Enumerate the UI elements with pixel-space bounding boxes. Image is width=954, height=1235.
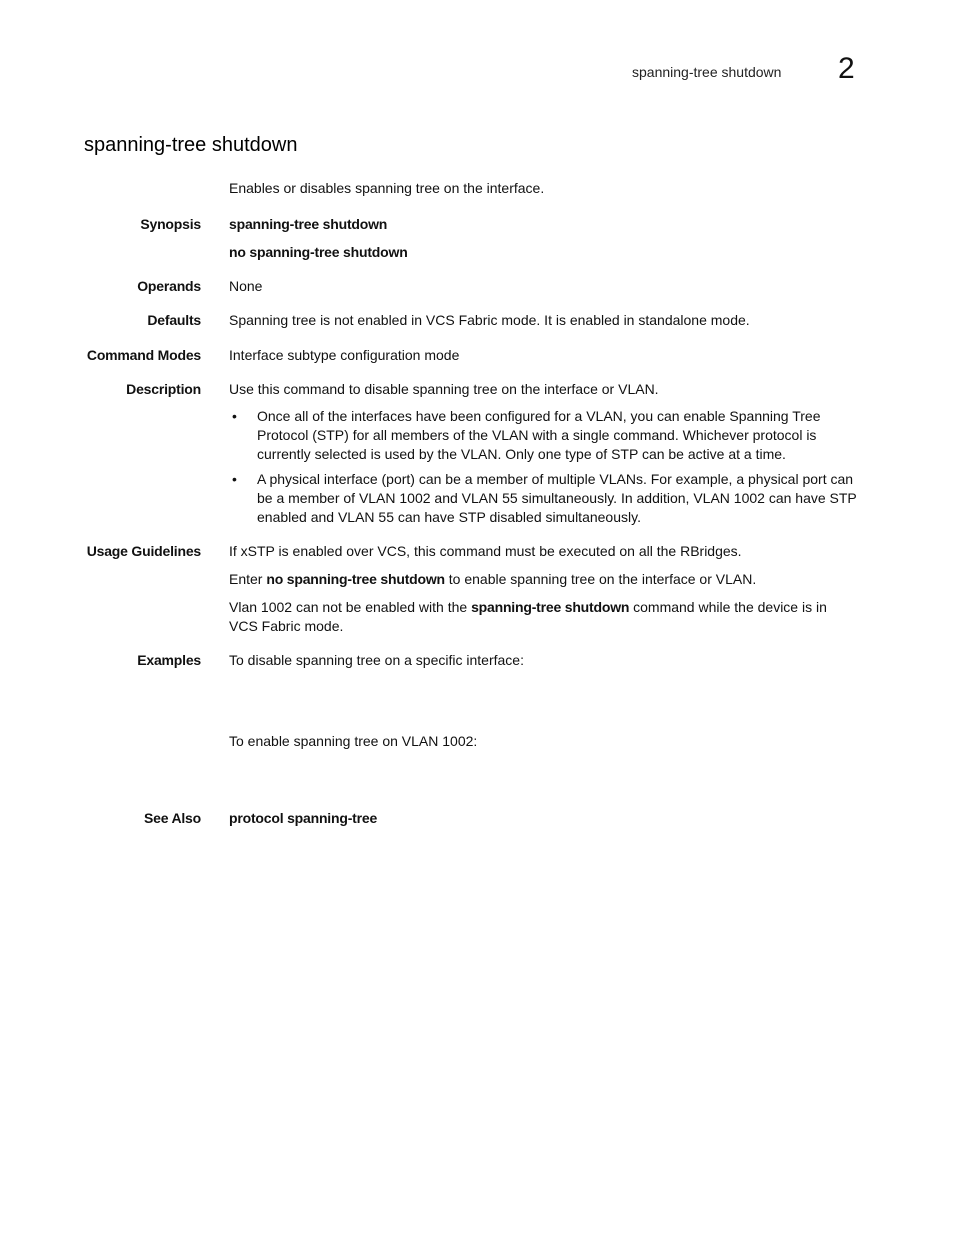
- usage-text: command while the device is in VCS Fabric mode.: [229, 599, 827, 634]
- list-item-text: A physical interface (port) can be a member of multiple VLANs. For example, a physical port can be a member of VLAN 1002 and VLAN 55 simultaneously. In addition, VLAN 1002 can have STP enabled and VLAN 55 can have STP disabled simultaneously.: [257, 471, 857, 525]
- chapter-number: 2: [838, 52, 855, 85]
- see-also-label: See Also: [143, 810, 201, 826]
- bullet-icon: •: [232, 471, 237, 487]
- synopsis-line: no spanning-tree shutdown: [229, 244, 408, 260]
- command-reference: spanning-tree shutdown: [471, 599, 630, 615]
- examples-text: To disable spanning tree on a specific interface:: [229, 652, 524, 668]
- synopsis-line: spanning-tree shutdown: [229, 216, 388, 232]
- list-item: [229, 470, 859, 527]
- defaults-text: Spanning tree is not enabled in VCS Fabric mode. It is enabled in standalone mode.: [229, 312, 750, 328]
- usage-text: Enter: [229, 571, 267, 587]
- description-label: Description: [126, 381, 201, 397]
- usage-paragraph: If xSTP is enabled over VCS, this command must be executed on all the RBridges.: [229, 543, 742, 559]
- command-modes-label: Command Modes: [86, 347, 201, 363]
- usage-text: to enable spanning tree on the interface or VLAN.: [444, 571, 757, 587]
- examples-text: To enable spanning tree on VLAN 1002:: [229, 733, 478, 749]
- usage-guidelines-label: Usage Guidelines: [86, 543, 201, 559]
- intro-text: Enables or disables spanning tree on the interface.: [229, 180, 545, 196]
- operands-label: Operands: [137, 278, 201, 294]
- operands-text: None: [229, 278, 263, 294]
- command-reference: no spanning-tree shutdown: [266, 571, 445, 587]
- see-also-link[interactable]: protocol spanning-tree: [229, 810, 378, 826]
- usage-paragraph: [229, 570, 859, 589]
- usage-paragraph: [229, 598, 859, 636]
- command-modes-text: Interface subtype configuration mode: [229, 347, 460, 363]
- examples-label: Examples: [137, 652, 201, 668]
- list-item-text: Once all of the interfaces have been configured for a VLAN, you can enable Spanning Tree Protocol (STP) for all members of the VLAN with a single command. Whichever protocol is currently selected is used by the VLAN. Only one type of STP can be active at a time.: [257, 408, 821, 462]
- defaults-label: Defaults: [147, 312, 201, 328]
- description-text: Use this command to disable spanning tree on the interface or VLAN.: [229, 381, 659, 397]
- page-title: spanning-tree shutdown: [84, 134, 298, 156]
- running-header-title: spanning-tree shutdown: [632, 64, 782, 80]
- list-item: [229, 407, 859, 464]
- synopsis-label: Synopsis: [140, 216, 201, 232]
- description-bullet-list: [229, 407, 859, 527]
- usage-text: Vlan 1002 can not be enabled with the: [229, 599, 472, 615]
- bullet-icon: •: [232, 408, 237, 424]
